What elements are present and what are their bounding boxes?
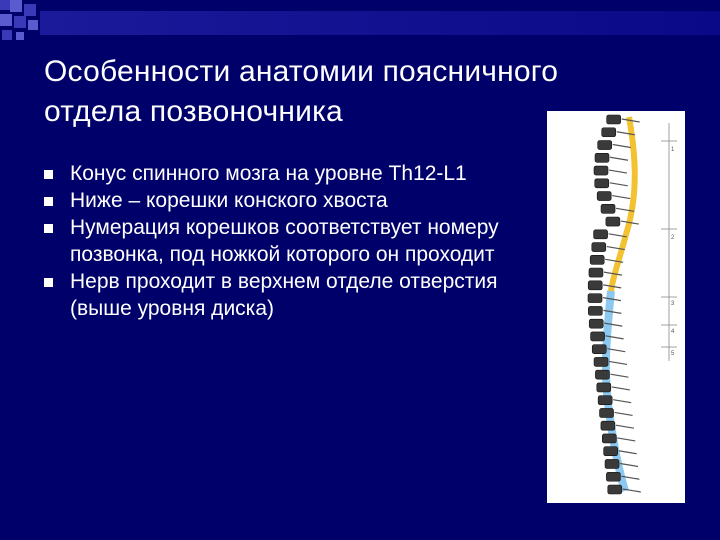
vertebra (602, 434, 616, 443)
vertebra (592, 345, 606, 354)
spinous-process (609, 170, 627, 173)
decor-square (16, 32, 24, 40)
vertebra (606, 472, 620, 481)
bullet-item (40, 187, 510, 214)
bullet-item (40, 160, 510, 187)
figure-label: 1 (671, 147, 675, 153)
vertebra (588, 281, 602, 290)
vertebra (595, 370, 609, 379)
vertebra (595, 179, 609, 188)
figure-label: 2 (671, 235, 675, 241)
vertebra (588, 294, 602, 303)
figure-label: 5 (671, 351, 675, 357)
bullet-item (40, 268, 510, 322)
square-bullet-icon (44, 224, 53, 233)
square-bullet-icon (44, 197, 53, 206)
spinous-process (610, 183, 628, 186)
vertebra (590, 255, 604, 264)
bullet-text: Нумерация корешков соответствует номеру позвонка, под ножкой которого он проходит (70, 216, 499, 266)
vertebra (604, 447, 618, 456)
header-decoration-bar (40, 11, 720, 35)
square-bullet-icon (44, 170, 53, 179)
spinous-process (613, 145, 631, 148)
vertebra (605, 459, 619, 468)
spinous-process (619, 451, 637, 454)
vertebra (602, 128, 616, 137)
decor-square (10, 0, 22, 12)
vertebra (600, 408, 614, 417)
vertebra (592, 243, 606, 252)
spinal-cord (611, 117, 635, 291)
decor-square (0, 14, 12, 26)
title-line: Особенности анатомии поясничного (44, 55, 559, 88)
spinous-process (610, 157, 628, 160)
spine-illustration (547, 111, 685, 503)
vertebra (594, 166, 608, 175)
vertebra (589, 268, 603, 277)
vertebra (598, 396, 612, 405)
spinous-process (615, 412, 633, 415)
figure-label: 3 (671, 301, 675, 307)
vertebra (598, 141, 612, 150)
spinous-process (613, 400, 631, 403)
square-bullet-icon (44, 278, 53, 287)
vertebra (607, 115, 621, 124)
bullet-text: Конус спинного мозга на уровне Th12-L1 (70, 162, 467, 185)
vertebra (595, 153, 609, 162)
vertebra (597, 192, 611, 201)
bullet-text: Ниже – корешки конского хвоста (70, 189, 388, 212)
decor-square (28, 20, 38, 30)
vertebra (597, 383, 611, 392)
vertebra (601, 204, 615, 213)
vertebra (594, 357, 608, 366)
vertebra (589, 319, 603, 328)
decor-square (0, 0, 10, 10)
spinous-process (609, 361, 627, 364)
spine-figure (547, 111, 685, 503)
spinous-process (610, 374, 628, 377)
vertebra (601, 421, 615, 430)
title-line: отдела позвоночника (44, 95, 343, 128)
figure-label: 4 (671, 329, 675, 335)
spinous-process (616, 425, 634, 428)
spinous-process (617, 438, 635, 441)
decor-square (14, 16, 26, 28)
spinous-process (620, 463, 638, 466)
vertebra (608, 485, 622, 494)
vertebra (591, 332, 605, 341)
spinous-process (612, 196, 630, 199)
spinous-process (612, 387, 630, 390)
vertebra (588, 306, 602, 315)
decor-square (2, 30, 12, 40)
vertebra (594, 230, 608, 239)
vertebra (606, 217, 620, 226)
bullet-list (40, 160, 510, 322)
bullet-item (40, 214, 510, 268)
bullet-text: Нерв проходит в верхнем отделе отверстия (выше уровня диска) (70, 270, 498, 320)
decor-square (24, 4, 36, 16)
